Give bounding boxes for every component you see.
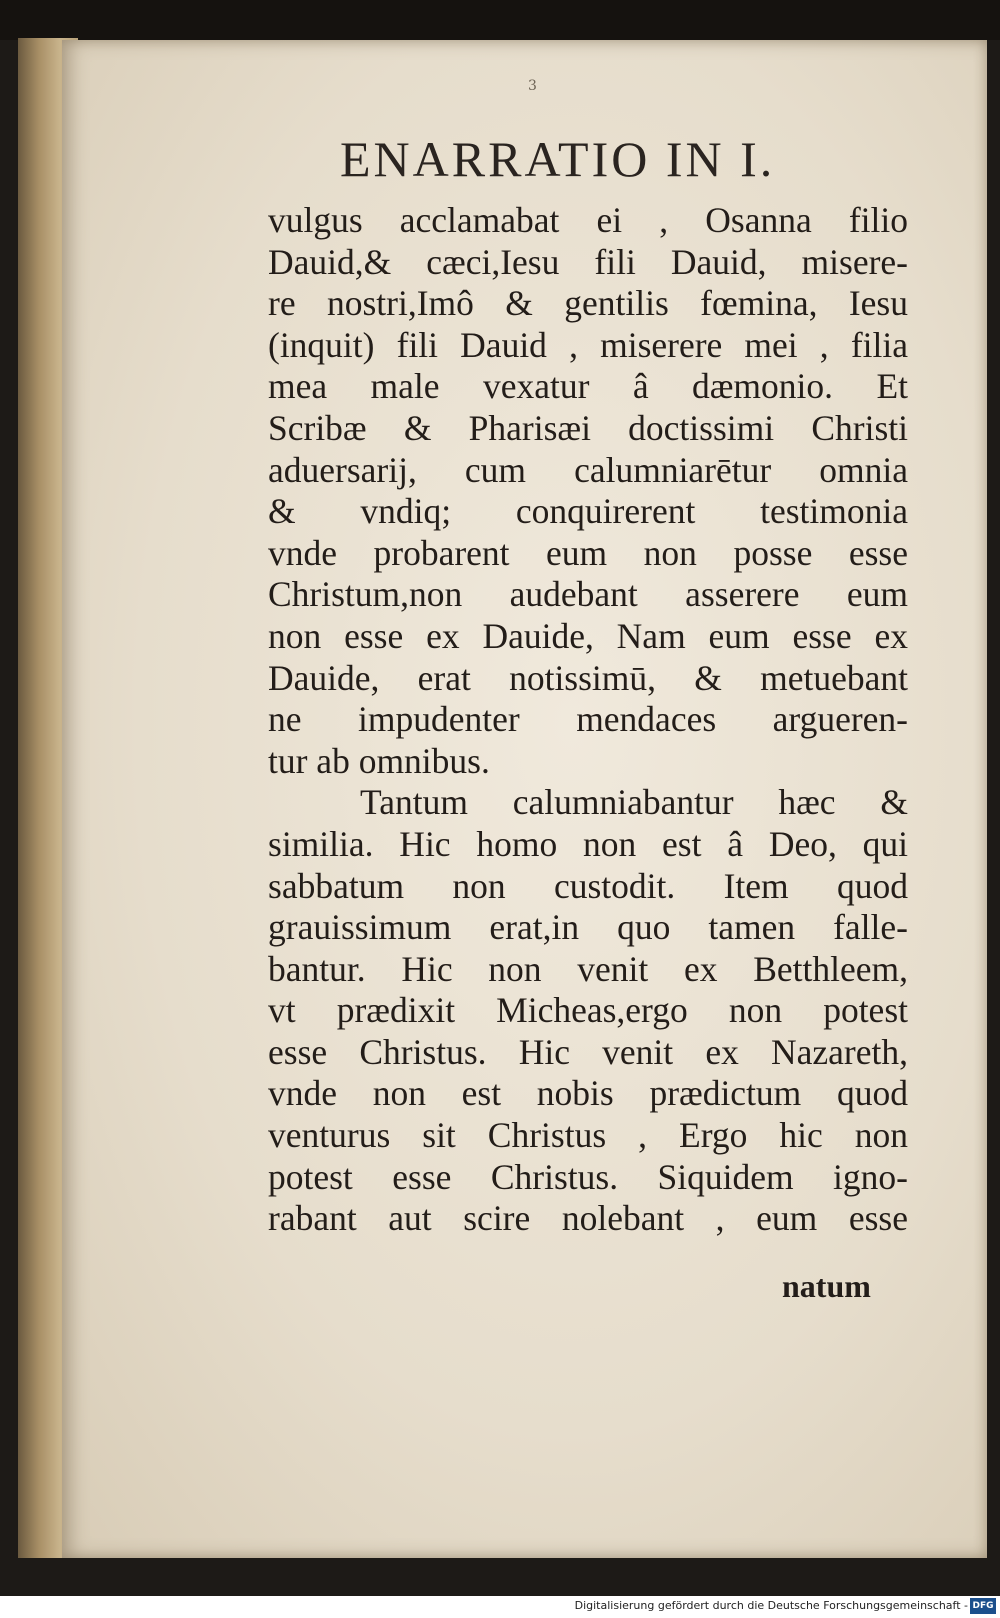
- text-line: vnde non est nobis prædictum quod: [268, 1073, 908, 1114]
- paragraph-first-line: Tantum calumniabantur hæc &: [360, 782, 908, 823]
- text-line: (inquit) fili Dauid , miserere mei , filia: [268, 324, 908, 365]
- funding-credit: Digitalisierung gefördert durch die Deutsche Forschungsgemeinschaft -: [574, 1599, 968, 1612]
- text-line: esse Christus. Hic venit ex Nazareth,: [268, 1031, 908, 1072]
- text-line: tur ab omnibus.: [268, 740, 490, 781]
- text-line: vt prædixit Micheas,ergo non potest: [268, 990, 908, 1031]
- foliation-mark: 3: [528, 78, 537, 94]
- catchword: natum: [782, 1268, 871, 1304]
- text-line: non esse ex Dauide, Nam eum esse ex: [268, 615, 908, 656]
- scan-background-top: [0, 0, 1000, 40]
- text-line: Christum,non audebant asserere eum: [268, 574, 908, 615]
- text-line: mea male vexatur â dæmonio. Et: [268, 366, 908, 407]
- text-line: Dauid,& cæci,Iesu fili Dauid, misere-: [268, 241, 908, 282]
- text-line: potest esse Christus. Siquidem igno-: [268, 1156, 908, 1197]
- running-head: ENARRATIO IN I.: [340, 131, 776, 187]
- text-line: similia. Hic homo non est â Deo, qui: [268, 823, 908, 864]
- text-line: bantur. Hic non venit ex Betthleem,: [268, 948, 908, 989]
- text-line: grauissimum erat,in quo tamen falle-: [268, 907, 908, 948]
- text-line: sabbatum non custodit. Item quod: [268, 865, 908, 906]
- text-block: [268, 200, 908, 1240]
- text-line: vnde probarent eum non posse esse: [268, 532, 908, 573]
- text-line: venturus sit Christus , Ergo hic non: [268, 1115, 908, 1156]
- text-line: vulgus acclamabat ei , Osanna filio: [268, 200, 908, 240]
- text-line: aduersarij, cum calumniarētur omnia: [268, 449, 908, 490]
- text-line: Dauide, erat notissimū, & metuebant: [268, 657, 908, 698]
- dfg-logo: DFG: [970, 1598, 996, 1614]
- text-line: ne impudenter mendaces argueren-: [268, 699, 908, 740]
- text-line: rabant aut scire nolebant , eum esse: [268, 1198, 908, 1239]
- text-line: & vndiq; conquirerent testimonia: [268, 491, 908, 532]
- text-line: re nostri,Imô & gentilis fœmina, Iesu: [268, 283, 908, 324]
- text-line: Scribæ & Pharisæi doctissimi Christi: [268, 407, 908, 448]
